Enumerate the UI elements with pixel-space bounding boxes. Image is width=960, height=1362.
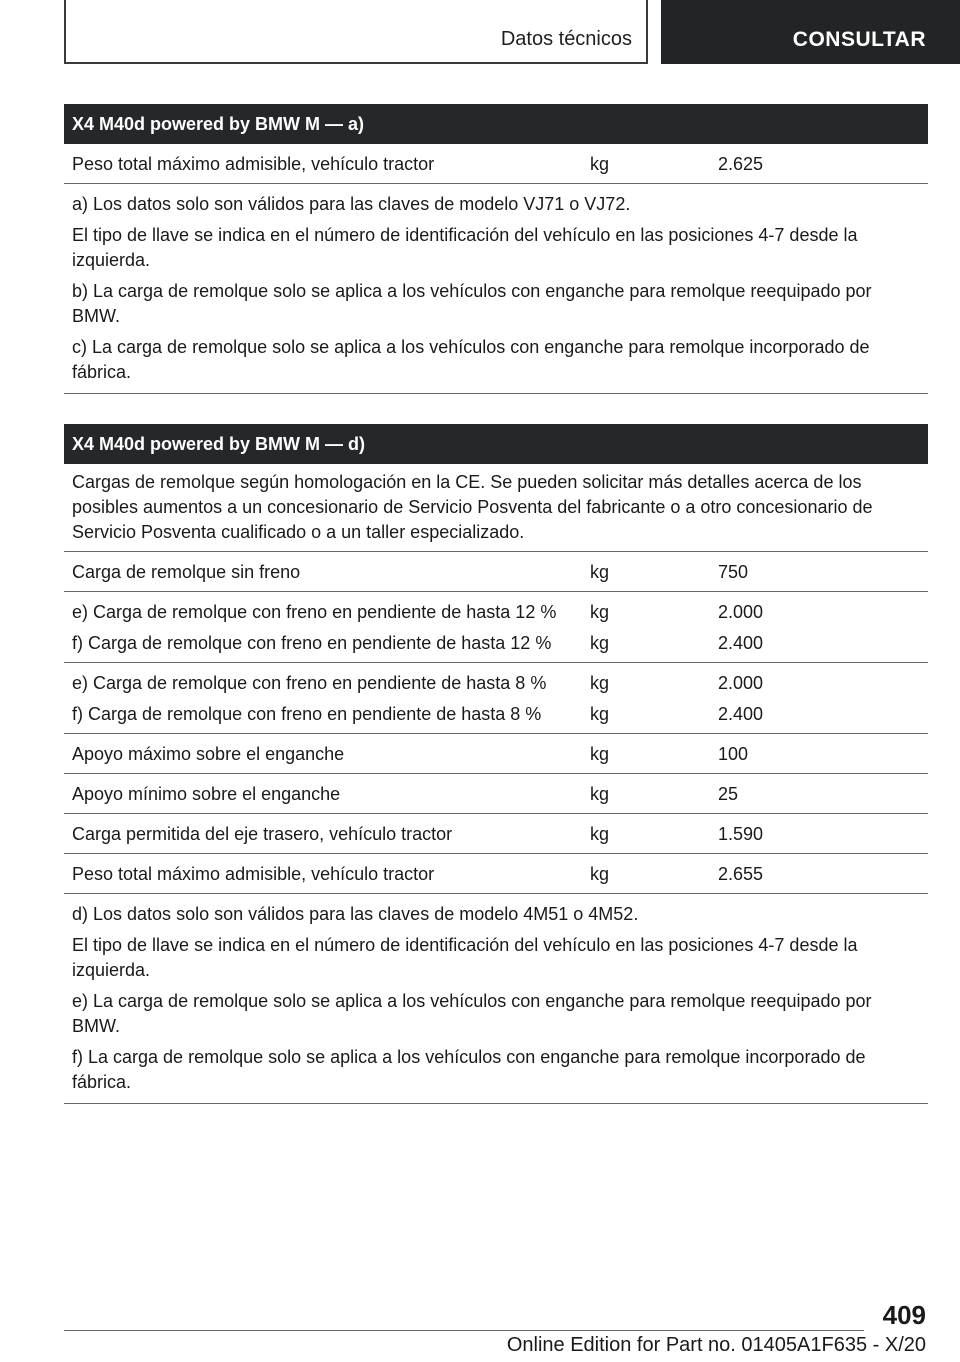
footnote: c) La carga de remolque solo se aplica a los vehículos con enganche para remolque incorporado de fábrica. xyxy=(72,337,870,382)
row-value: 2.655 xyxy=(718,864,764,884)
table-row xyxy=(64,814,928,854)
row-unit: kg xyxy=(590,633,610,653)
table-x4-m40d-d xyxy=(64,424,928,1104)
row-value: 2.000 xyxy=(718,602,764,622)
footer-divider xyxy=(64,1330,864,1331)
table-row xyxy=(64,734,928,774)
page-number: 409 xyxy=(882,1300,926,1330)
row-labels xyxy=(64,600,582,656)
footnote: d) Los datos solo son válidos para las claves de modelo 4M51 o 4M52. xyxy=(72,904,639,924)
table-row xyxy=(64,552,928,592)
row-unit: kg xyxy=(590,704,610,724)
table-footnotes xyxy=(64,894,928,1104)
row-label: f) Carga de remolque con freno en pendiente de hasta 12 % xyxy=(72,633,552,653)
row-labels xyxy=(64,671,582,727)
row-unit: kg xyxy=(590,673,610,693)
row-label: Carga permitida del eje trasero, vehículo tractor xyxy=(72,824,453,844)
row-unit: kg xyxy=(590,602,610,622)
row-value: 100 xyxy=(718,744,749,764)
row-value: 750 xyxy=(718,562,749,582)
row-label: Peso total máximo admisible, vehículo tractor xyxy=(72,154,435,174)
row-unit: kg xyxy=(590,744,610,764)
row-units xyxy=(582,671,710,727)
footnote: e) La carga de remolque solo se aplica a los vehículos con enganche para remolque reequipado por BMW. xyxy=(72,991,872,1036)
row-values xyxy=(710,671,928,727)
header-section-title: Datos técnicos xyxy=(500,28,632,50)
header-tab-consultar[interactable] xyxy=(661,0,960,64)
row-label: e) Carga de remolque con freno en pendiente de hasta 12 % xyxy=(72,602,557,622)
footnote: a) Los datos solo son válidos para las claves de modelo VJ71 o VJ72. xyxy=(72,194,631,214)
row-label: Apoyo mínimo sobre el enganche xyxy=(72,784,341,804)
row-label: Carga de remolque sin freno xyxy=(72,562,301,582)
table-row xyxy=(64,144,928,184)
row-unit: kg xyxy=(590,864,610,884)
table-title: X4 M40d powered by BMW M — d) xyxy=(64,424,928,464)
header-section-box xyxy=(64,0,648,64)
row-label: f) Carga de remolque con freno en pendiente de hasta 8 % xyxy=(72,704,542,724)
table-footnotes xyxy=(64,184,928,394)
footnote: El tipo de llave se indica en el número de identificación del vehículo en las posiciones 4-7 desde la izquierda. xyxy=(72,225,858,270)
row-unit: kg xyxy=(590,562,610,582)
row-units xyxy=(582,600,710,656)
row-label: Peso total máximo admisible, vehículo tractor xyxy=(72,864,435,884)
row-unit: kg xyxy=(590,824,610,844)
row-label: Apoyo máximo sobre el enganche xyxy=(72,744,345,764)
row-unit: kg xyxy=(590,154,610,174)
footer-edition: Online Edition for Part no. 01405A1F635 - X/20 xyxy=(506,1334,926,1356)
table-title: X4 M40d powered by BMW M — a) xyxy=(64,104,928,144)
footnote: f) La carga de remolque solo se aplica a los vehículos con enganche para remolque incorporado de fábrica. xyxy=(72,1047,866,1092)
table-intro: Cargas de remolque según homologación en la CE. Se pueden solicitar más detalles acerca de los posibles aumentos a un concesionario de Servicio Posventa del fabricante o a otro concesionario de Servicio Posventa cualificado o a un taller especializado. xyxy=(64,464,928,552)
row-value: 1.590 xyxy=(718,824,764,844)
table-row xyxy=(64,774,928,814)
row-value: 2.400 xyxy=(718,633,764,653)
footnote: b) La carga de remolque solo se aplica a los vehículos con enganche para remolque reequipado por BMW. xyxy=(72,281,872,326)
row-label: e) Carga de remolque con freno en pendiente de hasta 8 % xyxy=(72,673,547,693)
header-tab-label: CONSULTAR xyxy=(792,28,926,51)
footnote: El tipo de llave se indica en el número de identificación del vehículo en las posiciones 4-7 desde la izquierda. xyxy=(72,935,858,980)
table-x4-m40d-a xyxy=(64,104,928,394)
row-unit: kg xyxy=(590,784,610,804)
row-value: 2.000 xyxy=(718,673,764,693)
row-values xyxy=(710,600,928,656)
table-row xyxy=(64,663,928,734)
row-value: 25 xyxy=(718,784,739,804)
row-value: 2.400 xyxy=(718,704,764,724)
row-value: 2.625 xyxy=(718,154,764,174)
table-row xyxy=(64,592,928,663)
table-row xyxy=(64,854,928,894)
